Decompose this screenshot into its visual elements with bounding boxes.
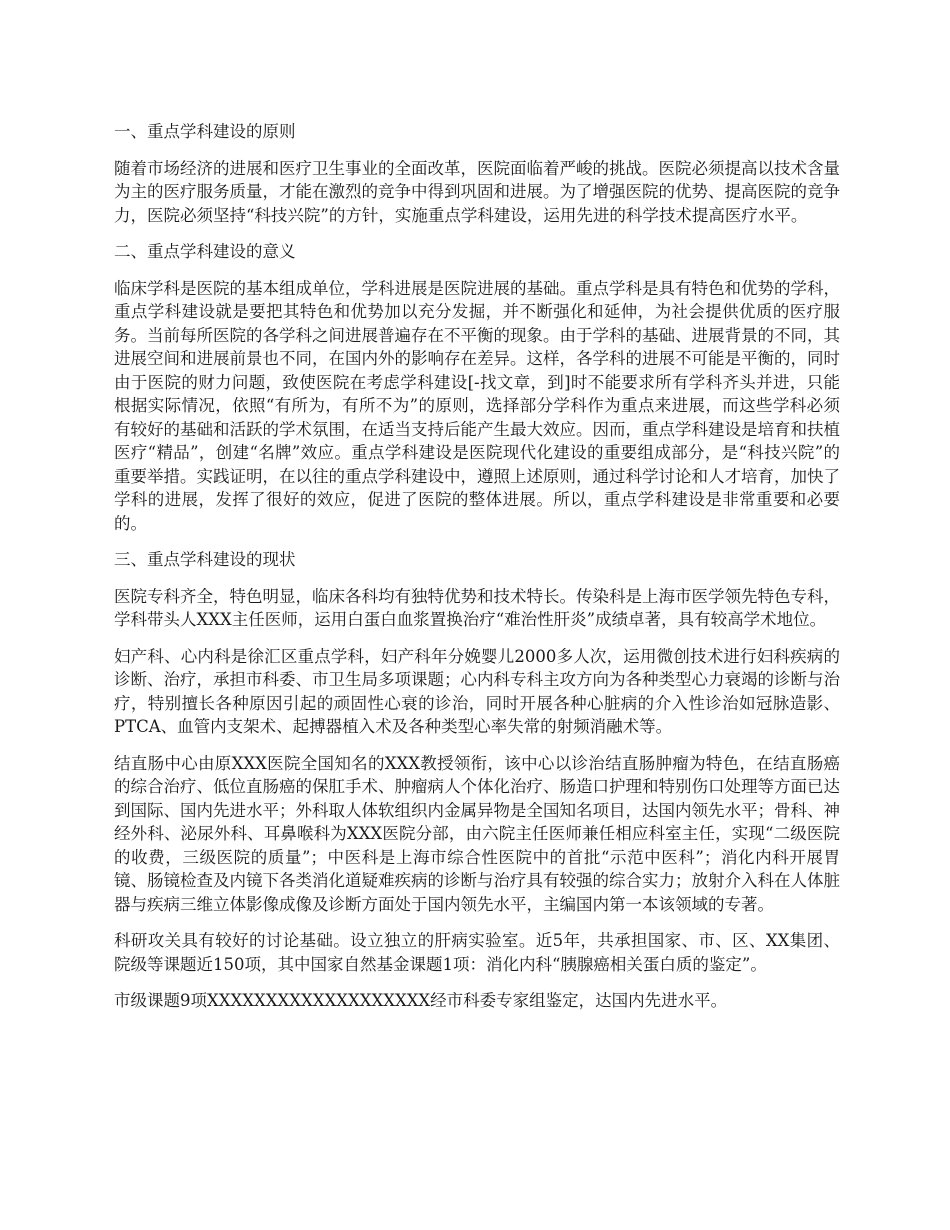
paragraph: 市级课题9项XXXXXXXXXXXXXXXXXXX经市科委专家组鉴定，达国内先进水平。	[114, 991, 728, 1010]
document-body	[114, 120, 840, 1026]
paragraph: 妇产科、心内科是徐汇区重点学科，妇产科年分娩婴儿2000多人次，运用微创技术进行妇科疾病的诊断、治疗，承担市科委、市卫生局多项课题；心内科专科主攻方向为各种类型心力衰竭的诊断与治疗，特别擅长各种原因引起的顽固性心衰的诊治，同时开展各种心脏病的介入性诊治如冠脉造影、PTCA、血管内支架术、起搏器植入术及各种类型心率失常的射频消融术等。	[114, 646, 840, 736]
paragraph: 临床学科是医院的基本组成单位，学科进展是医院进展的基础。重点学科是具有特色和优势的学科，重点学科建设就是要把其特色和优势加以充分发掘，并不断强化和延伸，为社会提供优质的医疗服务。当前每所医院的各学科之间进展普遍存在不平衡的现象。由于学科的基础、进展背景的不同，其进展空间和进展前景也不同，在国内外的影响存在差异。这样，各学科的进展不可能是平衡的，同时由于医院的财力问题，致使医院在考虑学科建设[-找文章，到]时不能要求所有学科齐头并进，只能根据实际情况，依照“有所为，有所不为”的原则，选择部分学科作为重点来进展，而这些学科必须有较好的基础和活跃的学术氛围，在适当支持后能产生最大效应。因而，重点学科建设是培育和扶植医疗“精品”，创建“名牌”效应。重点学科建设是医院现代化建设的重要组成部分，是“科技兴院”的重要举措。实践证明，在以往的重点学科建设中，遵照上述原则，通过科学讨论和人才培育，加快了学科的进展，发挥了很好的效应，促进了医院的整体进展。所以，重点学科建设是非常重要和必要的。	[114, 278, 840, 533]
section-heading: 二、重点学科建设的意义	[114, 242, 296, 261]
paragraph: 结直肠中心由原XXX医院全国知名的XXX教授领衔，该中心以诊治结直肠肿瘤为特色，在结直肠癌的综合治疗、低位直肠癌的保肛手术、肿瘤病人个体化治疗、肠造口护理和特别伤口处理等方面已达到国际、国内先进水平；外科取人体软组织内金属异物是全国知名项目，达国内领先水平；骨科、神经外科、泌尿外科、耳鼻喉科为XXX医院分部，由六院主任医师兼任相应科室主任，实现“二级医院的收费，三级医院的质量”；中医科是上海市综合性医院中的首批“示范中医科”；消化内科开展胃镜、肠镜检查及内镜下各类消化道疑难疾病的诊断与治疗具有较强的综合实力；放射介入科在人体脏器与疾病三维立体影像成像及诊断方面处于国内领先水平，主编国内第一本该领域的专著。	[114, 753, 840, 914]
section-heading: 三、重点学科建设的现状	[114, 550, 296, 569]
section-principles	[114, 120, 840, 227]
paragraph: 随着市场经济的进展和医疗卫生事业的全面改革，医院面临着严峻的挑战。医院必须提高以技术含量为主的医疗服务质量，才能在激烈的竞争中得到巩固和进展。为了增强医院的优势、提高医院的竞争力，医院必须坚持“科技兴院”的方针，实施重点学科建设，运用先进的科学技术提高医疗水平。	[114, 158, 840, 225]
paragraph: 科研攻关具有较好的讨论基础。设立独立的肝病实验室。近5年，共承担国家、市、区、XX集团、院级等课题近150项，其中国家自然基金课题1项：消化内科“胰腺癌相关蛋白质的鉴定”。	[114, 931, 840, 974]
paragraph: 医院专科齐全，特色明显，临床各科均有独特优势和技术特长。传染科是上海市医学领先特色专科，学科带头人XXX主任医师，运用白蛋白血浆置换治疗“难治性肝炎”成绩卓著，具有较高学术地位。	[114, 586, 840, 629]
section-heading: 一、重点学科建设的原则	[114, 122, 296, 141]
section-significance	[114, 240, 840, 535]
section-status	[114, 548, 840, 1013]
